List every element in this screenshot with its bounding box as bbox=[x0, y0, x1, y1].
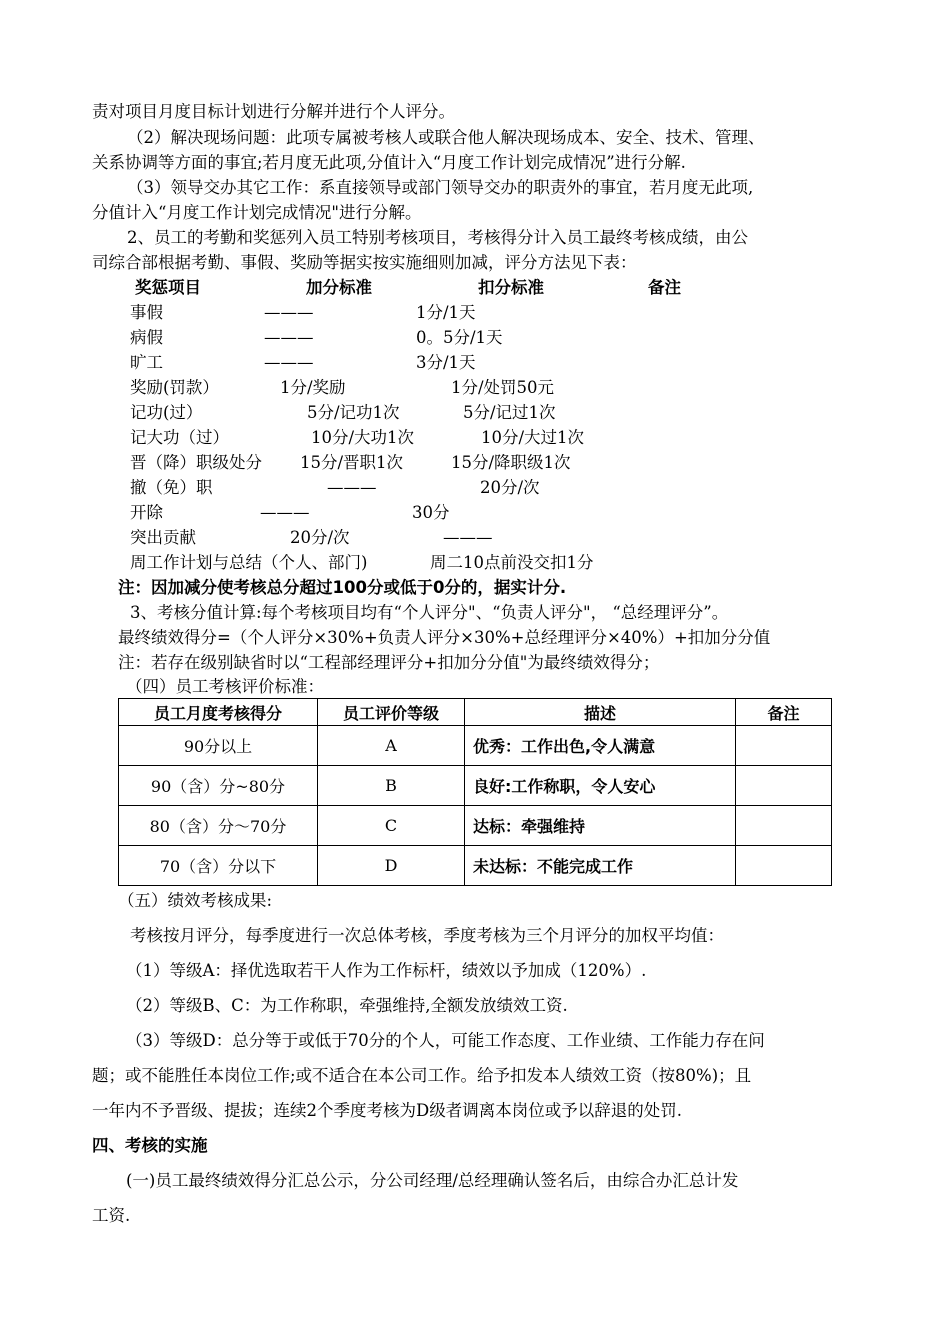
reward-plus: ——— bbox=[260, 503, 310, 522]
grade-cell: B bbox=[318, 766, 465, 806]
reward-item: 晋（降）职级处分 bbox=[130, 453, 262, 472]
table-row bbox=[119, 726, 832, 766]
column-header: 员工评价等级 bbox=[318, 699, 465, 726]
table-row bbox=[119, 846, 832, 886]
desc-cell: 优秀：工作出色,令人满意 bbox=[465, 726, 736, 766]
reward-plus: 20分/次 bbox=[290, 528, 350, 547]
reward-header: 加分标准 bbox=[306, 278, 372, 297]
reward-minus: ——— bbox=[443, 528, 493, 547]
score-line: 注：若存在级别缺省时以“工程部经理评分+扣加分分值"为最终绩效得分； bbox=[118, 653, 660, 672]
reward-minus: 1分/处罚50元 bbox=[451, 378, 555, 397]
score-note: 注：因加减分使考核总分超过100分或低于0分的，据实计分. bbox=[118, 578, 567, 597]
reward-plus: 1分/奖励 bbox=[280, 378, 346, 397]
final-line: (一)员工最终绩效得分汇总公示，分公司经理/总经理确认签名后，由综合办汇总计发 bbox=[126, 1171, 739, 1190]
note-cell bbox=[736, 726, 832, 766]
reward-header: 奖惩项目 bbox=[135, 278, 201, 297]
intro-line: 关系协调等方面的事宜;若月度无此项,分值计入“月度工作计划完成情况”进行分解. bbox=[92, 153, 686, 172]
intro-line: 司综合部根据考勤、事假、奖励等据实按实施细则加减，评分方法见下表： bbox=[92, 253, 637, 272]
intro-line: 责对项目月度目标计划进行分解并进行个人评分。 bbox=[92, 102, 455, 121]
reward-item: 记大功（过） bbox=[130, 428, 229, 447]
desc-cell: 未达标：不能完成工作 bbox=[465, 846, 736, 886]
reward-item: 病假 bbox=[130, 328, 163, 347]
final-line: 工资. bbox=[92, 1206, 131, 1225]
note-cell bbox=[736, 806, 832, 846]
result-line: 题；或不能胜任本岗位工作;或不适合在本公司工作。给予扣发本人绩效工资（按80%)；且 bbox=[92, 1066, 752, 1085]
score-cell: 90（含）分~80分 bbox=[119, 766, 318, 806]
result-line: （3）等级D：总分等于或低于70分的个人，可能工作态度、工作业绩、工作能力存在问 bbox=[126, 1031, 765, 1050]
note-cell bbox=[736, 766, 832, 806]
result-line: （2）等级B、C：为工作称职，牵强维持,全额发放绩效工资. bbox=[126, 996, 568, 1015]
intro-line: 2、员工的考勤和奖惩列入员工特别考核项目，考核得分计入员工最终考核成绩，由公 bbox=[127, 228, 748, 247]
reward-minus: 20分/次 bbox=[480, 478, 540, 497]
section-title: （四）员工考核评价标准： bbox=[126, 677, 324, 696]
reward-item: 突出贡献 bbox=[130, 528, 196, 547]
section-title: （五）绩效考核成果: bbox=[118, 891, 273, 910]
reward-plus: 5分/记功1次 bbox=[307, 403, 400, 422]
reward-plus: ——— bbox=[264, 303, 314, 322]
reward-plus: 15分/晋职1次 bbox=[300, 453, 404, 472]
reward-item: 旷工 bbox=[130, 353, 163, 372]
reward-item: 撤（免）职 bbox=[130, 478, 213, 497]
reward-header: 扣分标准 bbox=[478, 278, 544, 297]
reward-item: 奖励(罚款） bbox=[130, 378, 219, 397]
score-cell: 80（含）分～70分 bbox=[119, 806, 318, 846]
score-cell: 90分以上 bbox=[119, 726, 318, 766]
reward-minus: 周二10点前没交扣1分 bbox=[430, 553, 594, 572]
score-cell: 70（含）分以下 bbox=[119, 846, 318, 886]
evaluation-table bbox=[118, 698, 832, 886]
reward-item: 周工作计划与总结（个人、部门) bbox=[130, 553, 368, 572]
column-header: 员工月度考核得分 bbox=[119, 699, 318, 726]
grade-cell: A bbox=[318, 726, 465, 766]
reward-item: 开除 bbox=[130, 503, 163, 522]
score-line: 最终绩效得分=（个人评分×30%+负责人评分×30%+总经理评分×40%）+扣加分分值 bbox=[118, 628, 771, 647]
reward-minus: 1分/1天 bbox=[416, 303, 476, 322]
score-line: 3、考核分值计算:每个考核项目均有“个人评分"、“负责人评分"， “总经理评分”。 bbox=[130, 603, 729, 622]
table-row bbox=[119, 806, 832, 846]
intro-line: 分值计入“月度工作计划完成情况"进行分解。 bbox=[92, 203, 422, 222]
reward-plus: 10分/大功1次 bbox=[311, 428, 415, 447]
table-row bbox=[119, 766, 832, 806]
result-line: （1）等级A：择优选取若干人作为工作标杆，绩效以予加成（120%）. bbox=[126, 961, 647, 980]
intro-line: （3）领导交办其它工作：系直接领导或部门领导交办的职责外的事宜，若月度无此项, bbox=[127, 178, 754, 197]
intro-line: （2）解决现场问题：此项专属被考核人或联合他人解决现场成本、安全、技术、管理、 bbox=[127, 128, 765, 147]
grade-cell: D bbox=[318, 846, 465, 886]
desc-cell: 良好:工作称职，令人安心 bbox=[465, 766, 736, 806]
result-line: 考核按月评分，每季度进行一次总体考核，季度考核为三个月评分的加权平均值： bbox=[130, 926, 724, 945]
table-header-row bbox=[119, 699, 832, 726]
column-header: 描述 bbox=[465, 699, 736, 726]
reward-plus: ——— bbox=[264, 328, 314, 347]
reward-minus: 15分/降职级1次 bbox=[451, 453, 571, 472]
section-heading: 四、考核的实施 bbox=[92, 1136, 208, 1155]
reward-item: 记功(过） bbox=[130, 403, 203, 422]
reward-plus: ——— bbox=[264, 353, 314, 372]
reward-minus: 0。5分/1天 bbox=[416, 328, 503, 347]
reward-minus: 3分/1天 bbox=[416, 353, 476, 372]
reward-plus: ——— bbox=[327, 478, 377, 497]
reward-item: 事假 bbox=[130, 303, 163, 322]
reward-minus: 30分 bbox=[412, 503, 450, 522]
desc-cell: 达标：牵强维持 bbox=[465, 806, 736, 846]
result-line: 一年内不予晋级、提拔；连续2个季度考核为D级者调离本岗位或予以辞退的处罚. bbox=[92, 1101, 682, 1120]
reward-minus: 5分/记过1次 bbox=[463, 403, 556, 422]
note-cell bbox=[736, 846, 832, 886]
reward-header: 备注 bbox=[648, 278, 681, 297]
reward-minus: 10分/大过1次 bbox=[481, 428, 585, 447]
grade-cell: C bbox=[318, 806, 465, 846]
column-header: 备注 bbox=[736, 699, 832, 726]
